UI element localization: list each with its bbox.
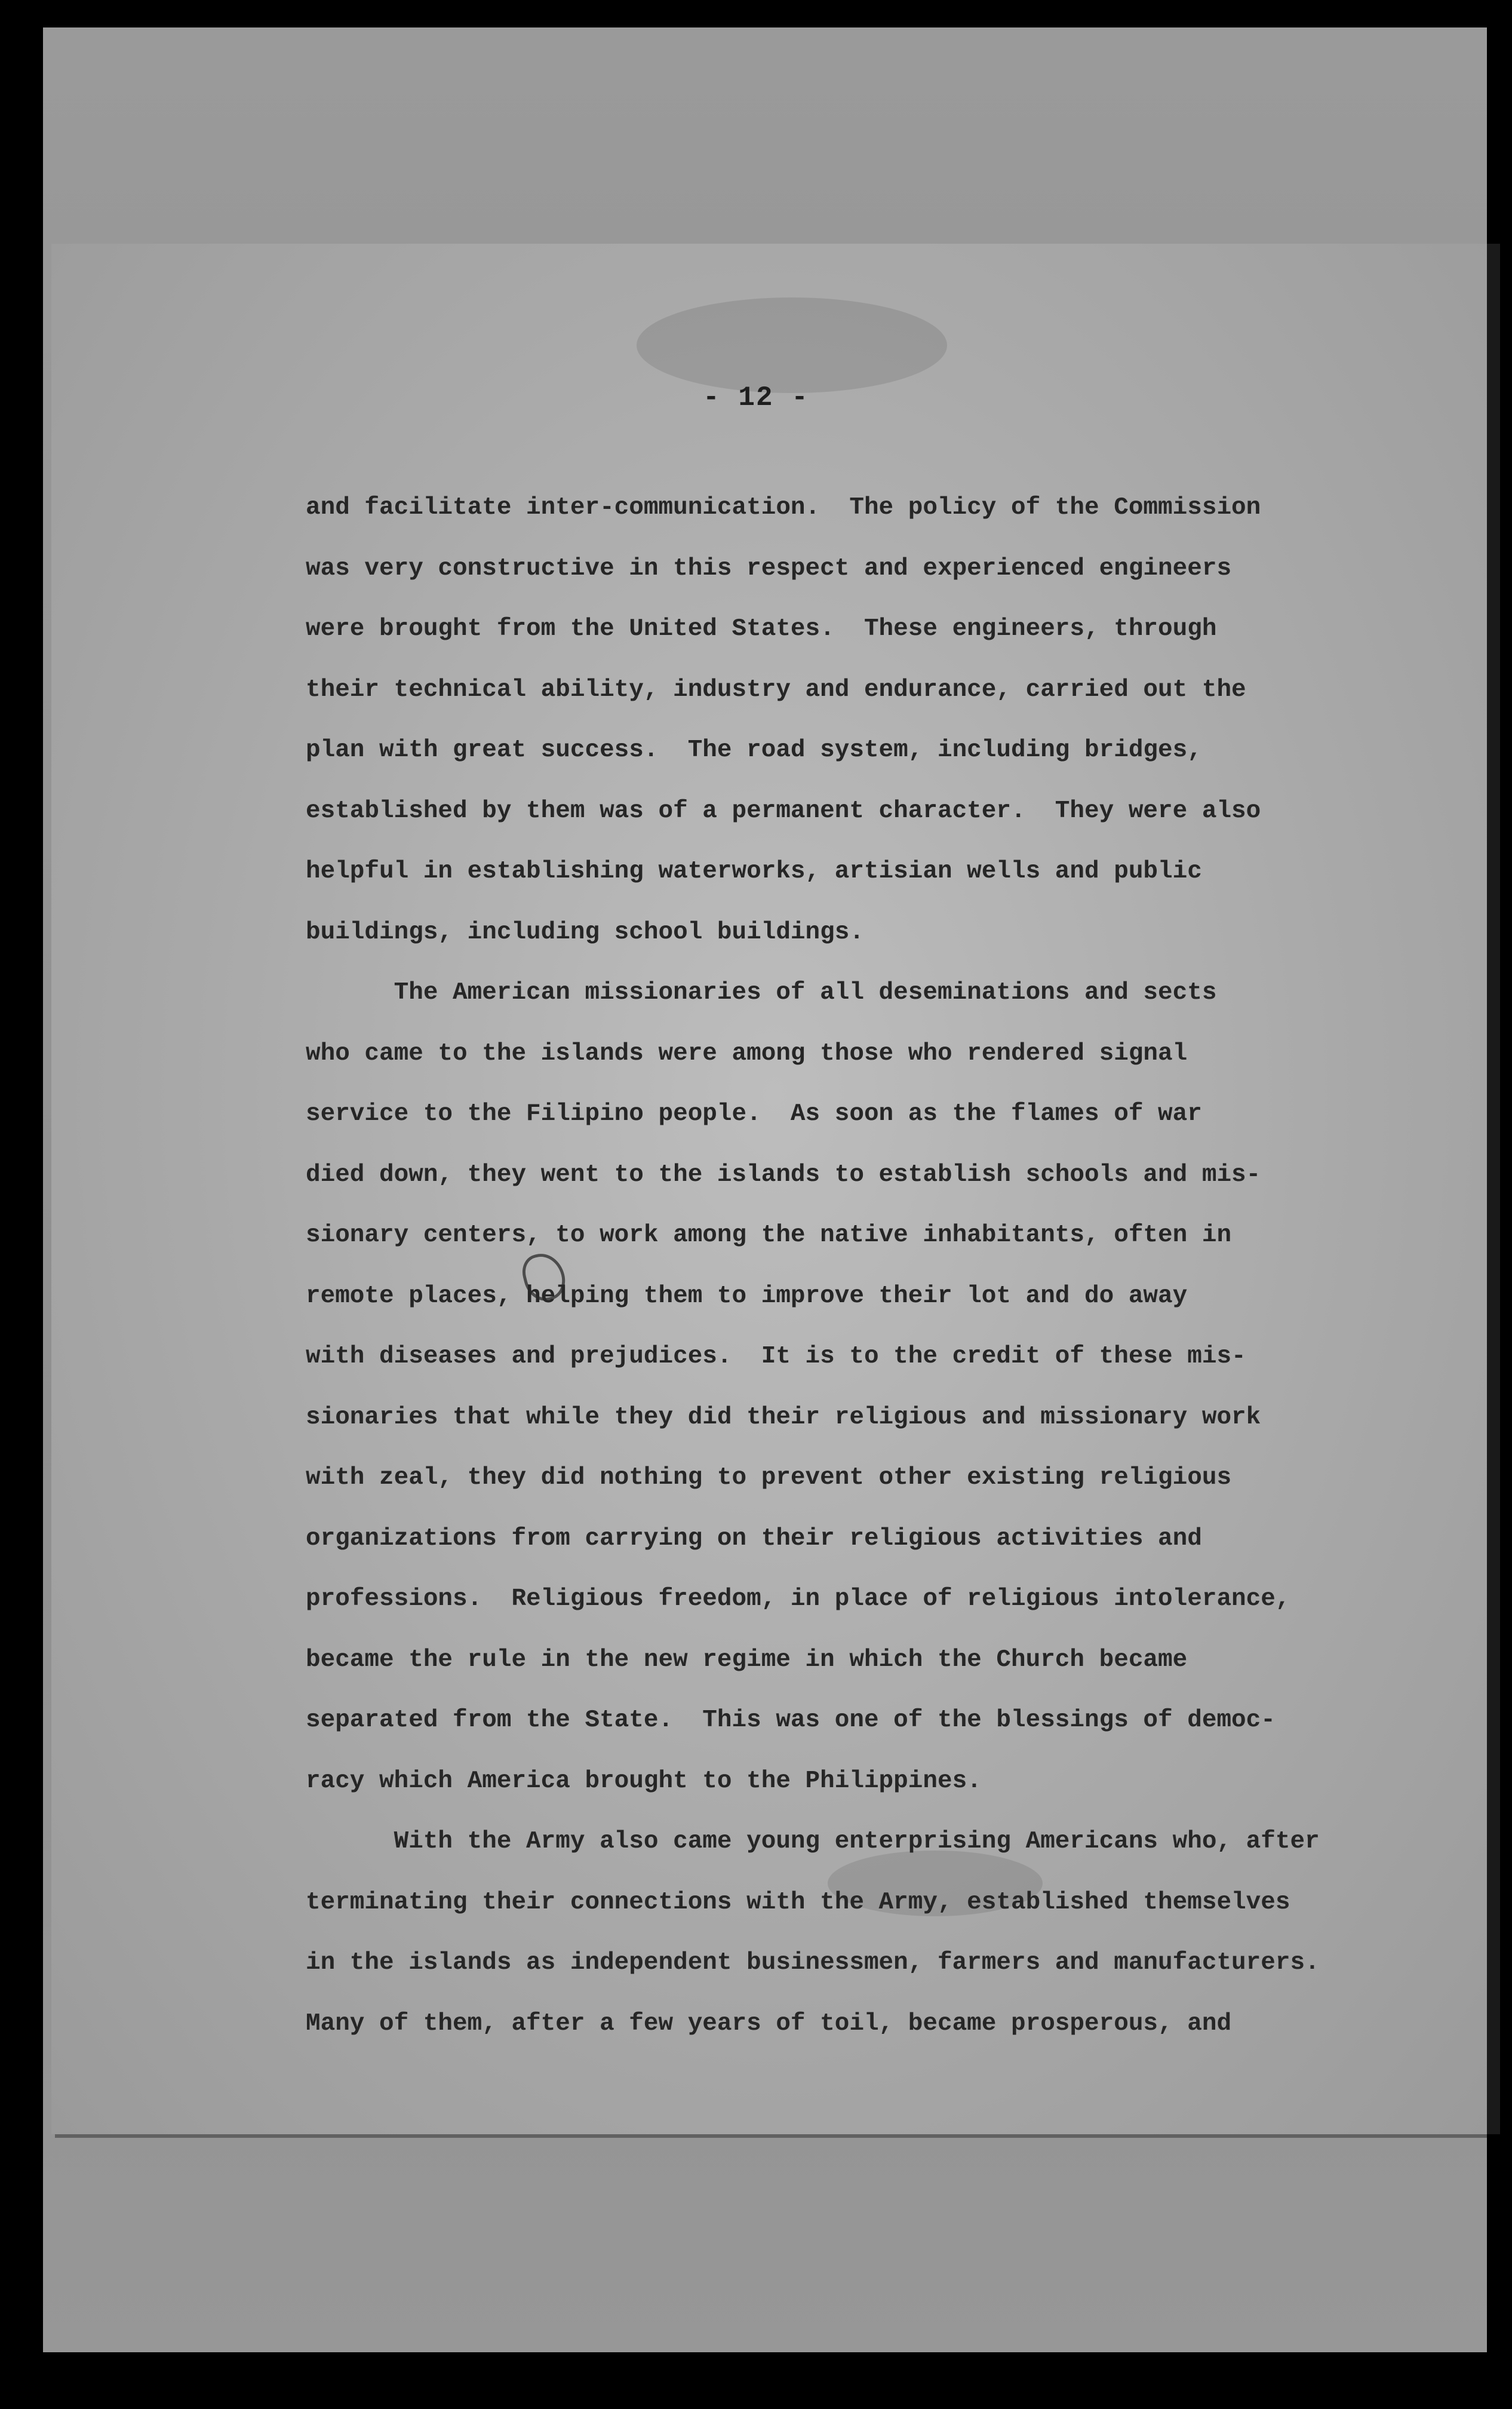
text-line: buildings, including school buildings. bbox=[306, 918, 864, 946]
text-line: The American missionaries of all deseminations and sects bbox=[306, 979, 1217, 1006]
text-line: racy which America brought to the Philippines. bbox=[306, 1767, 982, 1795]
film-edge bbox=[1487, 244, 1500, 2134]
text-line: organizations from carrying on their religious activities and bbox=[306, 1524, 1202, 1552]
text-line: with zeal, they did nothing to prevent other existing religious bbox=[306, 1464, 1232, 1492]
text-line: and facilitate inter-communication. The policy of the Commission bbox=[306, 494, 1261, 521]
text-line: service to the Filipino people. As soon as the flames of war bbox=[306, 1100, 1202, 1128]
text-line: in the islands as independent businessmen, farmers and manufacturers. bbox=[306, 1949, 1320, 1977]
text-line: with diseases and prejudices. It is to the credit of these mis- bbox=[306, 1343, 1246, 1370]
text-line: sionaries that while they did their religious and missionary work bbox=[306, 1403, 1261, 1431]
text-line: their technical ability, industry and endurance, carried out the bbox=[306, 676, 1246, 704]
text-line: separated from the State. This was one of the blessings of democ- bbox=[306, 1707, 1276, 1734]
text-line: helpful in establishing waterworks, artisian wells and public bbox=[306, 858, 1202, 885]
text-line: remote places, helping them to improve their lot and do away bbox=[306, 1282, 1188, 1310]
text-line: became the rule in the new regime in which the Church became bbox=[306, 1646, 1188, 1674]
body-text bbox=[306, 478, 1333, 2054]
text-line: With the Army also came young enterprising Americans who, after bbox=[306, 1828, 1320, 1855]
text-line: sionary centers, to work among the native inhabitants, often in bbox=[306, 1222, 1232, 1249]
text-line: died down, they went to the islands to establish schools and mis- bbox=[306, 1161, 1261, 1189]
text-line: Many of them, after a few years of toil, became prosperous, and bbox=[306, 2009, 1232, 2037]
text-line: were brought from the United States. These engineers, through bbox=[306, 615, 1217, 643]
text-line: who came to the islands were among those who rendered signal bbox=[306, 1039, 1188, 1067]
text-line: professions. Religious freedom, in place of religious intolerance, bbox=[306, 1585, 1290, 1613]
text-line: terminating their connections with the Army, established themselves bbox=[306, 1888, 1290, 1916]
page-number: - 12 - bbox=[703, 382, 809, 413]
text-line: established by them was of a permanent character. They were also bbox=[306, 797, 1261, 825]
text-line: was very constructive in this respect and experienced engineers bbox=[306, 554, 1232, 582]
text-line: plan with great success. The road system, including bridges, bbox=[306, 736, 1202, 764]
paper-stain bbox=[637, 297, 947, 393]
